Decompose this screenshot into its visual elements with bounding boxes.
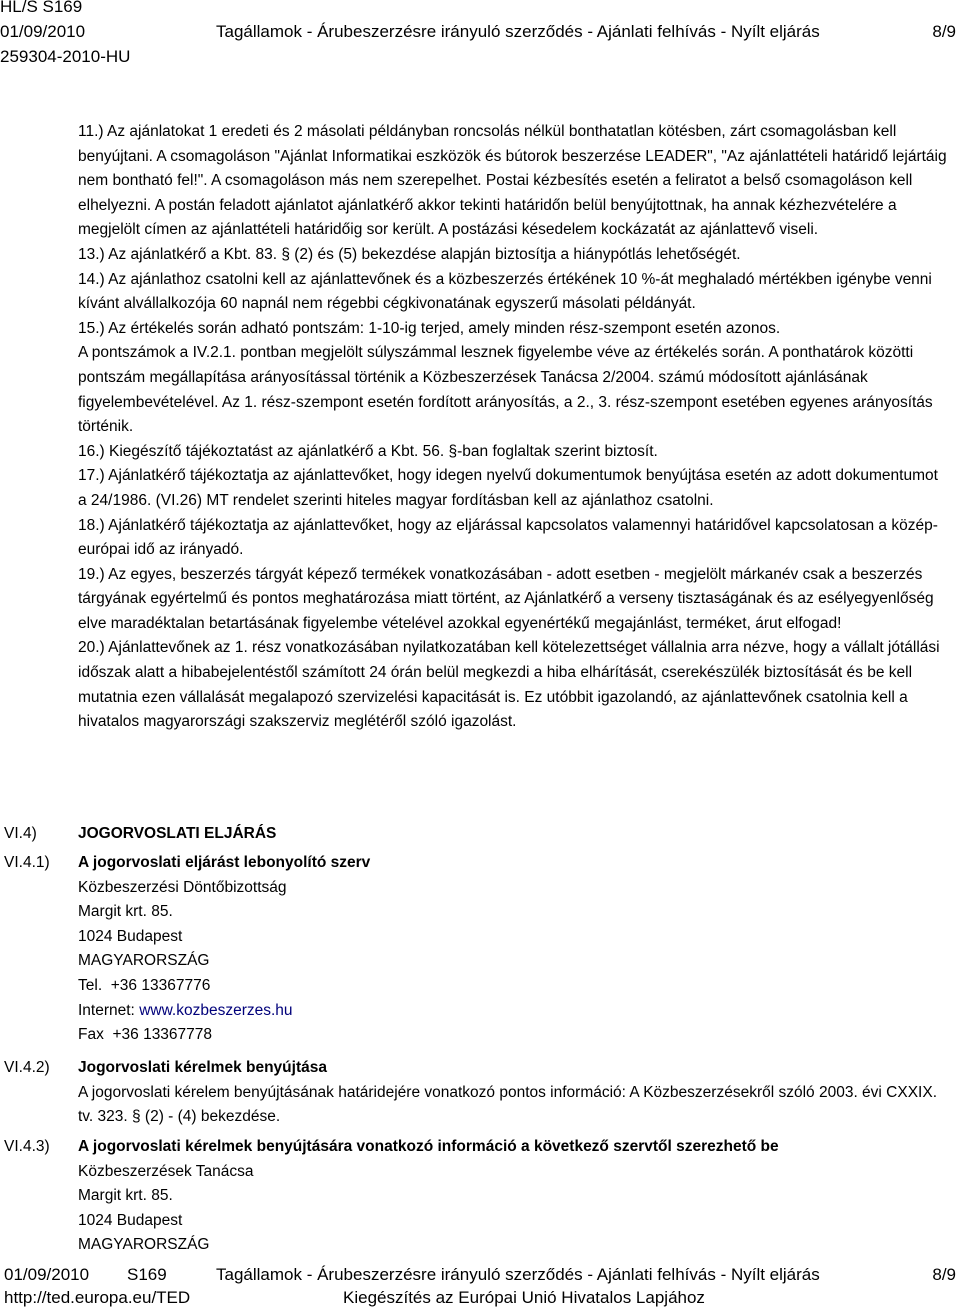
section-label-vi42: VI.4.2): [4, 1059, 50, 1076]
review-body-street: Margit krt. 85.: [78, 903, 173, 921]
paragraph-17: 17.) Ajánlatkérő tájékoztatja az ajánlattevőket, hogy idegen nyelvű dokumentumok benyújtása esetén az adott dokumentumot a 24/1986. (VI.26) MT rendelet szerinti hiteles magyar fordításban kell az ajánlathoz csatolni.: [78, 467, 938, 509]
appeal-lodging-title: Jogorvoslati kérelmek benyújtása: [78, 1059, 327, 1076]
review-body-country: MAGYARORSZÁG: [78, 952, 210, 970]
footer-series: S169: [127, 1265, 167, 1284]
appeal-lodging-block: [78, 1056, 948, 1130]
footer-page-number: 8/9: [932, 1265, 956, 1284]
section-label-vi43: VI.4.3): [4, 1138, 50, 1155]
paragraph-18: 18.) Ajánlatkérő tájékoztatja az ajánlattevőket, hogy az eljárással kapcsolatos valamennyi határidővel kapcsolatosan a közép-európai idő az irányadó.: [78, 516, 938, 559]
doc-id: HL/S S169: [0, 0, 83, 16]
appeal-info-org: Közbeszerzések Tanácsa: [78, 1162, 254, 1180]
footer-title: Tagállamok - Árubeszerzésre irányuló szerződés - Ajánlati felhívás - Nyílt eljárás: [216, 1265, 820, 1284]
tel-label: Tel.: [78, 976, 103, 994]
section-label-vi41: VI.4.1): [4, 854, 50, 871]
header-page-number: 8/9: [932, 22, 956, 41]
appeal-info-city: 1024 Budapest: [78, 1211, 183, 1229]
section-label-vi4: VI.4): [4, 825, 37, 842]
fax-label: Fax: [78, 1026, 104, 1044]
header-title: Tagállamok - Árubeszerzésre irányuló szerződés - Ajánlati felhívás - Nyílt eljárás: [216, 22, 820, 41]
paragraph-14: 14.) Az ajánlathoz csatolni kell az ajánlattevőnek és a közbeszerzés értékének 10 %-át meghaladó mértékben igénybe venni kívánt alvállalkozója 60 napnál nem régebbi cégkivonatának egyszerű másolati példányát.: [78, 270, 932, 313]
review-body-internet: [78, 999, 948, 1024]
review-body-fax: [78, 1023, 948, 1048]
footer-date: 01/09/2010: [4, 1265, 90, 1284]
appeal-lodging-text: A jogorvoslati kérelem benyújtásának határidejére vonatkozó pontos információ: A Közbeszerzésekről szóló 2003. évi CXXIX. tv. 323. § (2) - (4) bekezdése.: [78, 1083, 938, 1126]
paragraph-11: 11.) Az ajánlatokat 1 eredeti és 2 másolati példányban roncsolás nélkül bonthatatlan kötésben, zárt csomagolásban kell benyújtani. A csomagoláson "Ajánlat Informatikai eszközök és bútorok beszerzése LEADER", "Az ajánlattételi határidő lejártáig nem bontható fel!". A csomagoláson más nem szerepelhet. Postai kézbesítés esetén a feliratot a belső csomagoláson kell elhelyezni. A postán feladott ajánlatot ajánlatkérő akkor tekinti határidőn belül benyújtottnak, ha annak kézhezvételére a megjelölt címen az ajánlattételi határidőig sor került. A postázási késedelem kockázatát az ajánlattevő viseli.: [78, 123, 947, 239]
section-title-appeals: JOGORVOSLATI ELJÁRÁS: [78, 825, 277, 842]
paragraph-20: 20.) Ajánlattevőnek az 1. rész vonatkozásában nyilatkozatában kell kötelezettséget vállalnia arra nézve, hogy a vállalt jótállási időszak alatt a hibabejelentéstől számított 24 órán belül megkezdi a hiba elhárítását, cserekészülék biztosítását és be kell mutatnia ezen vállalását megalapozó szervizelési kapacitását is. Ez utóbbit igazolandó, az ajánlattevőnek csatolnia kell a hivatalos magyarországi szakszerviz meglétéről szóló igazolást.: [78, 639, 940, 731]
footer-supplement: Kiegészítés az Európai Unió Hivatalos Lapjához: [343, 1288, 705, 1307]
paragraph-19: 19.) Az egyes, beszerzés tárgyát képező termékek vonatkozásában - adott esetben - megjelölt márkanév csak a beszerzés tárgyának egyértelmű és pontos meghatározása miatt történt, az Ajánlatkérő a verseny tisztaságának és az esélyegyenlőség elve maradéktalan betartásának figyelembe vételével azokkal egyenértékű megajánlást, terméket, árut elfogad!: [78, 565, 934, 632]
review-body-tel: [78, 974, 948, 999]
appeal-info-street: Margit krt. 85.: [78, 1187, 173, 1205]
header-date: 01/09/2010: [0, 22, 86, 41]
fax-value: +36 13367778: [112, 1026, 213, 1044]
paragraph-15-scoring: A pontszámok a IV.2.1. pontban megjelölt súlyszámmal lesznek figyelembe véve az értékelés során. A ponthatárok közötti pontszám megállapítása arányosítással történik a Közbeszerzések Tanácsa 2/2004. számú módosított ajánlásának figyelembevételével. Az 1. rész-szempont esetén fordított arányosítás, a 2., 3. rész-szempont esetében egyenes arányosítás történik.: [78, 344, 933, 436]
paragraph-13: 13.) Az ajánlatkérő a Kbt. 83. § (2) és (5) bekezdése alapján biztosítja a hiánypótlás lehetőségét.: [78, 245, 741, 263]
additional-info: [78, 120, 948, 735]
review-body-city: 1024 Budapest: [78, 927, 183, 945]
appeal-info-title: A jogorvoslati kérelmek benyújtására vonatkozó információ a következő szervtől szerezhető be: [78, 1138, 779, 1155]
notice-number: 259304-2010-HU: [0, 47, 131, 66]
review-body-org: Közbeszerzési Döntőbizottság: [78, 878, 287, 896]
tel-value: +36 13367776: [110, 976, 211, 994]
paragraph-16: 16.) Kiegészítő tájékoztatást az ajánlatkérő a Kbt. 56. §-ban foglaltak szerint biztosít.: [78, 442, 658, 460]
internet-label: Internet:: [78, 1001, 135, 1019]
appeal-info-block: [78, 1135, 948, 1258]
appeal-info-country: MAGYARORSZÁG: [78, 1236, 210, 1254]
review-body-block: [78, 851, 948, 1048]
internet-link[interactable]: www.kozbeszerzes.hu: [139, 1001, 293, 1019]
review-body-title: A jogorvoslati eljárást lebonyolító szerv: [78, 854, 371, 871]
footer-ted-link[interactable]: http://ted.europa.eu/TED: [4, 1288, 191, 1307]
paragraph-15: 15.) Az értékelés során adható pontszám: 1-10-ig terjed, amely minden rész-szempont esetén azonos.: [78, 319, 781, 337]
